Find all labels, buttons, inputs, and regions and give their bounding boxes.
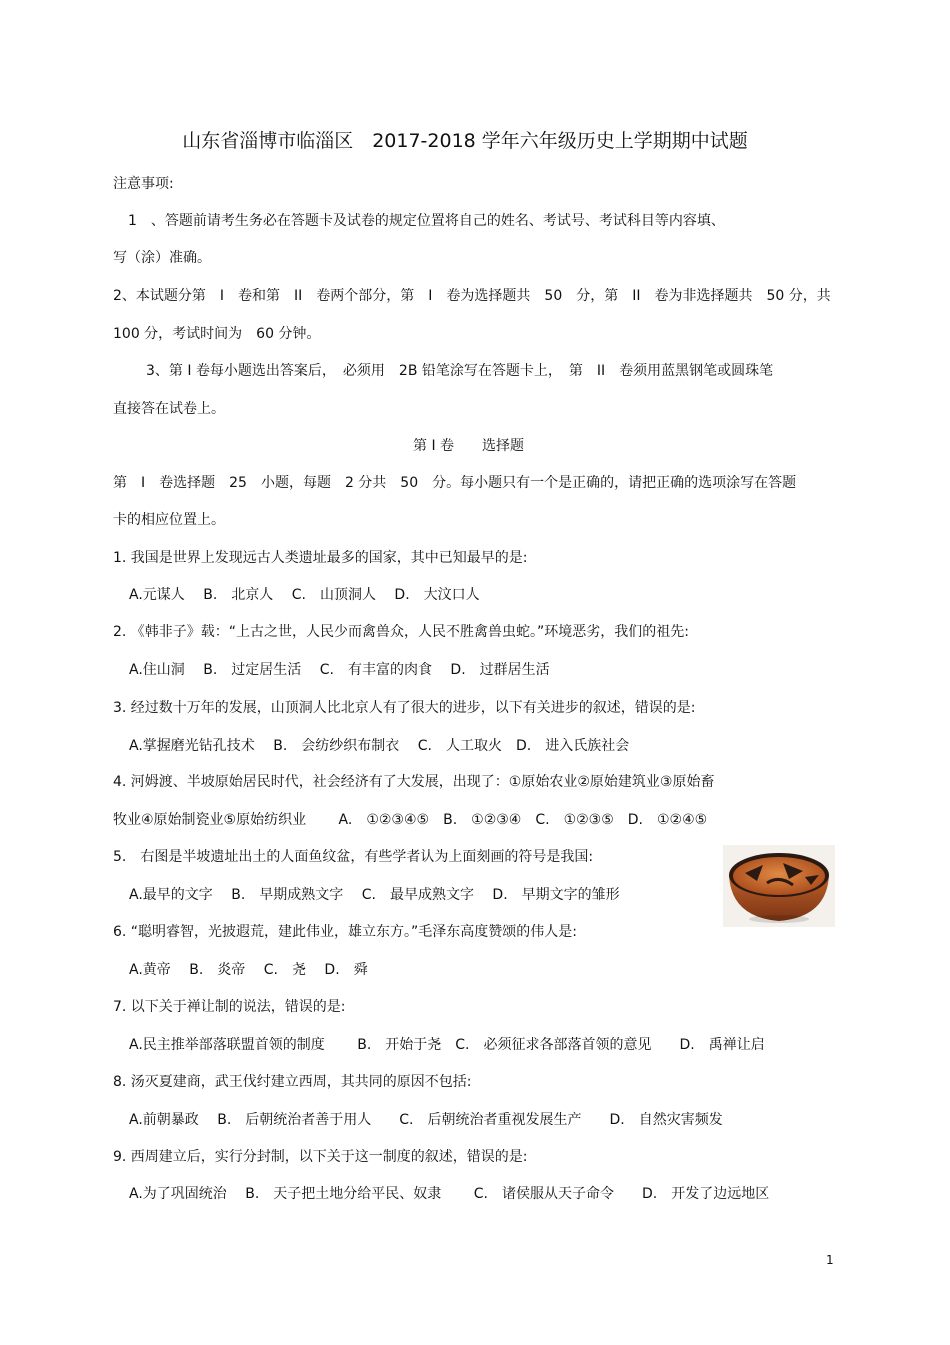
question-stem: 8. 汤灭夏建商，武王伐纣建立西周，其共同的原因不包括:	[113, 1074, 472, 1090]
question-options: A.为了巩固统治 B. 天子把土地分给平民、奴隶 C. 诸侯服从天子命令 D. 开发了边远地区	[129, 1186, 770, 1202]
section-instructions: 卡的相应位置上。	[113, 512, 225, 528]
note-line: 3、第 I 卷每小题选出答案后， 必须用 2B 铅笔涂写在答题卡上， 第 II 卷须用蓝黑钢笔或圆珠笔	[146, 363, 774, 379]
question-stem: 4. 河姆渡、半坡原始居民时代，社会经济有了大发展，出现了：①原始农业②原始建筑业③原始畜	[113, 774, 715, 790]
note-line: 100 分，考试时间为 60 分钟。	[113, 326, 321, 342]
question-options: A.前朝暴政 B. 后朝统治者善于用人 C. 后朝统治者重视发展生产 D. 自然灾害频发	[129, 1112, 723, 1128]
section-instructions: 第 I 卷选择题 25 小题，每题 2 分共 50 分。每小题只有一个是正确的，请把正确的选项涂写在答题	[113, 475, 797, 491]
question-options: A.住山洞 B. 过定居生活 C. 有丰富的肉食 D. 过群居生活	[129, 662, 550, 678]
note-line: 1 、答题前请考生务必在答题卡及试卷的规定位置将自己的姓名、考试号、考试科目等内容填、	[128, 213, 725, 229]
question-stem: 2. 《韩非子》载：“上古之世，人民少而禽兽众，人民不胜禽兽虫蛇。”环境恶劣，我们的祖先:	[113, 624, 690, 640]
question-stem: 3. 经过数十万年的发展，山顶洞人比北京人有了很大的进步，以下有关进步的叙述，错误的是:	[113, 700, 696, 716]
question-stem: 6. “聪明睿智，光披遐荒，建此伟业，雄立东方。”毛泽东高度赞颂的伟人是:	[113, 924, 578, 940]
question-options: A.黄帝 B. 炎帝 C. 尧 D. 舜	[129, 962, 368, 978]
section-title: 第 I 卷 选择题	[413, 438, 525, 454]
question-stem: 1. 我国是世界上发现远古人类遗址最多的国家，其中已知最早的是:	[113, 550, 528, 566]
notes-heading: 注意事项:	[113, 176, 174, 192]
question-stem: 9. 西周建立后，实行分封制，以下关于这一制度的叙述，错误的是:	[113, 1149, 528, 1165]
note-line: 2、本试题分第 I 卷和第 II 卷两个部分，第 I 卷为选择题共 50 分，第 II 卷为非选择题共 50 分，共	[113, 288, 831, 304]
fish-face-bowl-image	[723, 845, 835, 927]
question-options: A.民主推举部落联盟首领的制度 B. 开始于尧 C. 必须征求各部落首领的意见 D. 禹禅让启	[129, 1037, 765, 1053]
note-line: 直接答在试卷上。	[113, 401, 225, 417]
page-number: 1	[826, 1253, 834, 1267]
question-options: A.最早的文字 B. 早期成熟文字 C. 最早成熟文字 D. 早期文字的雏形	[129, 887, 620, 903]
question-options: A.掌握磨光钻孔技术 B. 会纺纱织布制衣 C. 人工取火 D. 进入氏族社会	[129, 738, 630, 754]
question-options: 牧业④原始制瓷业⑤原始纺织业 A. ①②③④⑤ B. ①②③④ C. ①②③⑤ D. ①②④⑤	[113, 812, 708, 828]
question-stem: 7. 以下关于禅让制的说法，错误的是:	[113, 999, 346, 1015]
question-stem: 5. 右图是半坡遗址出土的人面鱼纹盆，有些学者认为上面刻画的符号是我国:	[113, 849, 594, 865]
page-title: 山东省淄博市临淄区 2017-2018 学年六年级历史上学期期中试题	[182, 130, 748, 152]
note-line: 写（涂）准确。	[113, 250, 211, 266]
question-options: A.元谋人 B. 北京人 C. 山顶洞人 D. 大汶口人	[129, 587, 480, 603]
